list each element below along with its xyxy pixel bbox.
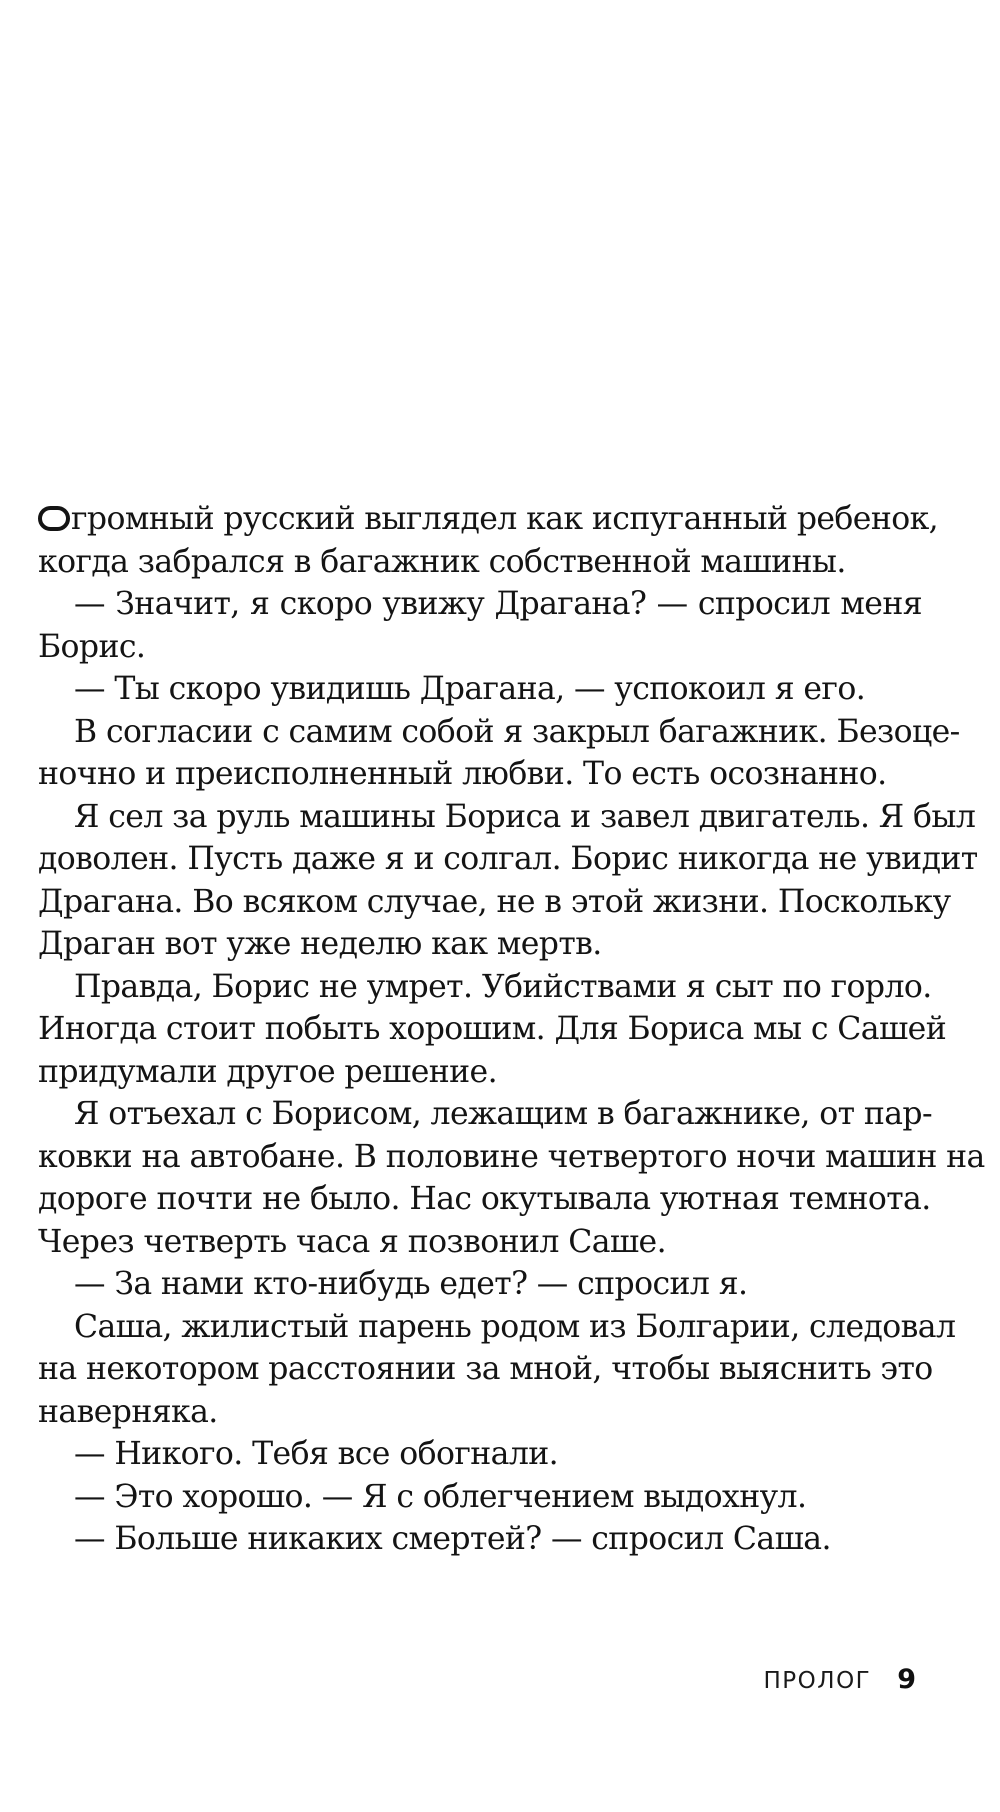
first-line-text: громный русский выглядел как испуганный ребенок, <box>71 501 939 537</box>
text-line: когда забрался в багажник собственной машины. <box>38 543 846 580</box>
text-line: Борис. <box>38 628 146 665</box>
text-line: Через четверть часа я позвонил Саше. <box>38 1223 667 1260</box>
text-line: ночно и преисполненный любви. То есть осознанно. <box>38 756 887 792</box>
text-line: — За нами кто-нибудь едет? — спросил я. <box>74 1266 748 1302</box>
text-line: — Ты скоро увидишь Драгана, — успокоил я его. <box>74 671 866 707</box>
text-line: на некотором расстоянии за мной, чтобы выяснить это <box>38 1351 933 1387</box>
text-line: придумали другое решение. <box>38 1053 497 1090</box>
text-line: В согласии с самим собой я закрыл багажник. Безоце- <box>74 713 960 750</box>
text-line: — Это хорошо. — Я с облегчением выдохнул. <box>74 1478 807 1515</box>
text-line: доволен. Пусть даже я и солгал. Борис никогда не увидит <box>38 841 978 877</box>
drop-cap-o <box>38 506 70 531</box>
text-line: наверняка. <box>38 1393 218 1430</box>
text-line: — Значит, я скоро увижу Драгана? — спросил меня <box>74 586 922 622</box>
text-line: — Больше никаких смертей? — спросил Саша. <box>74 1521 831 1557</box>
text-line-first <box>38 498 939 541</box>
text-line: Я сел за руль машины Бориса и завел двигатель. Я был <box>74 798 976 835</box>
text-line: Я отъехал с Борисом, лежащим в багажнике, от пар- <box>74 1096 933 1132</box>
page-number: 9 <box>897 1664 916 1695</box>
running-footer-section: ПРОЛОГ <box>763 1668 872 1694</box>
text-line: Правда, Борис не умрет. Убийствами я сыт по горло. <box>74 968 932 1005</box>
page-footer <box>764 1664 917 1695</box>
text-line: Драган вот уже неделю как мертв. <box>38 926 602 962</box>
text-line: — Никого. Тебя все обогнали. <box>74 1436 559 1472</box>
text-line: ковки на автобане. В половине четвертого ночи машин на <box>38 1138 985 1175</box>
text-line: Драгана. Во всяком случае, не в этой жизни. Поскольку <box>38 883 951 920</box>
text-line: Иногда стоит побыть хорошим. Для Бориса мы с Сашей <box>38 1011 947 1047</box>
text-line: Саша, жилистый парень родом из Болгарии, следовал <box>74 1308 956 1345</box>
body-text <box>38 498 985 1561</box>
text-line: дороге почти не было. Нас окутывала уютная темнота. <box>38 1181 931 1217</box>
